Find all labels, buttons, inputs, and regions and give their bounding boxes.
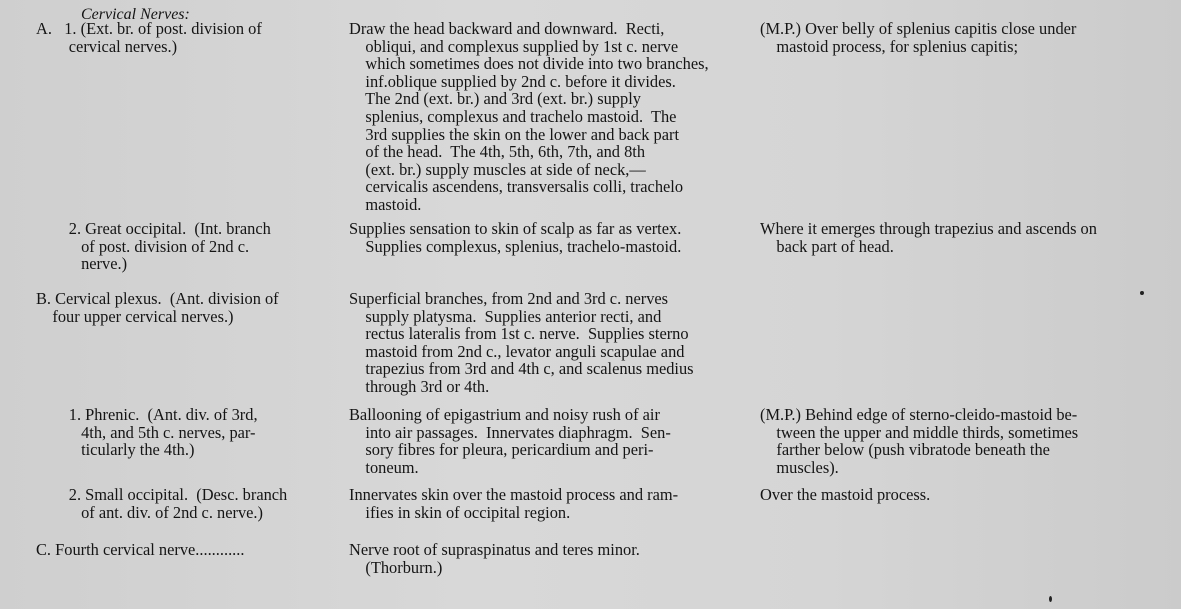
text-line: C. Fourth cervical nerve............ — [36, 540, 245, 559]
text-line: of the head. The 4th, 5th, 6th, 7th, and 8th — [349, 142, 646, 162]
text-line: (M.P.) Behind edge of sterno-cleido-mastoid be- — [760, 405, 1078, 424]
text-line: 2. Small occipital. (Desc. branch — [36, 485, 288, 504]
text-line: splenius, complexus and trachelo mastoid. The — [349, 106, 677, 126]
nerve-cell — [36, 20, 342, 55]
text-line: obliqui, and complexus supplied by 1st c. nerve — [349, 36, 679, 56]
action-cell — [349, 486, 753, 521]
text-line: (Thorburn.) — [349, 557, 443, 577]
text-line: ifies in skin of occipital region. — [349, 502, 571, 522]
text-line: supply platysma. Supplies anterior recti, and — [349, 306, 662, 326]
motor-point-cell — [760, 406, 1164, 476]
text-line: A. 1. (Ext. br. of post. division of — [36, 19, 262, 38]
text-line: tween the upper and middle thirds, sometimes — [760, 422, 1079, 442]
text-line: of post. division of 2nd c. — [36, 236, 250, 256]
text-line: B. Cervical plexus. (Ant. division of — [36, 289, 279, 308]
text-line: 3rd supplies the skin on the lower and back part — [349, 124, 680, 144]
text-line: cervical nerves.) — [36, 36, 178, 56]
text-line: which sometimes does not divide into two branches, — [349, 54, 709, 74]
text-line: four upper cervical nerves.) — [36, 306, 234, 326]
text-line: rectus lateralis from 1st c. nerve. Supplies sterno — [349, 324, 689, 344]
nerve-cell — [36, 290, 342, 325]
text-line: 2. Great occipital. (Int. branch — [36, 219, 271, 238]
text-line: Ballooning of epigastrium and noisy rush of air — [349, 405, 660, 424]
text-line: mastoid. — [349, 194, 422, 214]
text-line: (ext. br.) supply muscles at side of neck,— — [349, 159, 646, 179]
text-line: into air passages. Innervates diaphragm. Sen- — [349, 422, 671, 442]
nerve-cell — [36, 220, 342, 273]
text-line: farther below (push vibratode beneath the — [760, 440, 1050, 460]
text-line: (M.P.) Over belly of splenius capitis close under — [760, 19, 1077, 38]
text-line: Over the mastoid process. — [760, 485, 931, 504]
action-cell — [349, 406, 753, 476]
text-line: sory fibres for pleura, pericardium and peri- — [349, 440, 654, 460]
text-line: cervicalis ascendens, transversalis colli, trachelo — [349, 177, 684, 197]
ink-speck — [1140, 291, 1144, 295]
action-cell — [349, 220, 753, 255]
nerve-cell — [36, 541, 342, 559]
ink-speck — [1049, 596, 1052, 602]
text-line: ticularly the 4th.) — [36, 440, 195, 460]
text-line: mastoid from 2nd c., levator anguli scapulae and — [349, 341, 685, 361]
motor-point-cell — [760, 20, 1164, 55]
text-line: Innervates skin over the mastoid process and ram- — [349, 485, 679, 504]
action-cell — [349, 541, 753, 576]
text-line: nerve.) — [36, 254, 128, 274]
section-heading: Cervical Nerves: — [81, 6, 190, 23]
text-line: of ant. div. of 2nd c. nerve.) — [36, 502, 263, 522]
action-cell — [349, 20, 753, 214]
nerve-cell — [36, 486, 342, 521]
text-line: muscles). — [760, 457, 839, 477]
text-line: Where it emerges through trapezius and ascends on — [760, 219, 1097, 238]
text-line: toneum. — [349, 457, 419, 477]
text-line: Supplies sensation to skin of scalp as far as vertex. — [349, 219, 682, 238]
text-line: Superficial branches, from 2nd and 3rd c. nerves — [349, 289, 669, 308]
text-line: 1. Phrenic. (Ant. div. of 3rd, — [36, 405, 258, 424]
motor-point-cell — [760, 220, 1164, 255]
text-line: inf.oblique supplied by 2nd c. before it divides. — [349, 71, 676, 91]
text-line: trapezius from 3rd and 4th c, and scalenus medius — [349, 359, 694, 379]
nerve-cell — [36, 406, 342, 459]
text-line: Nerve root of supraspinatus and teres minor. — [349, 540, 640, 559]
motor-point-cell — [760, 486, 1164, 504]
text-line: back part of head. — [760, 236, 894, 256]
text-line: Draw the head backward and downward. Recti, — [349, 19, 665, 38]
text-line: Supplies complexus, splenius, trachelo-mastoid. — [349, 236, 682, 256]
text-line: The 2nd (ext. br.) and 3rd (ext. br.) supply — [349, 89, 641, 109]
text-line: through 3rd or 4th. — [349, 376, 490, 396]
action-cell — [349, 290, 753, 396]
text-line: 4th, and 5th c. nerves, par- — [36, 422, 256, 442]
text-line: mastoid process, for splenius capitis; — [760, 36, 1019, 56]
